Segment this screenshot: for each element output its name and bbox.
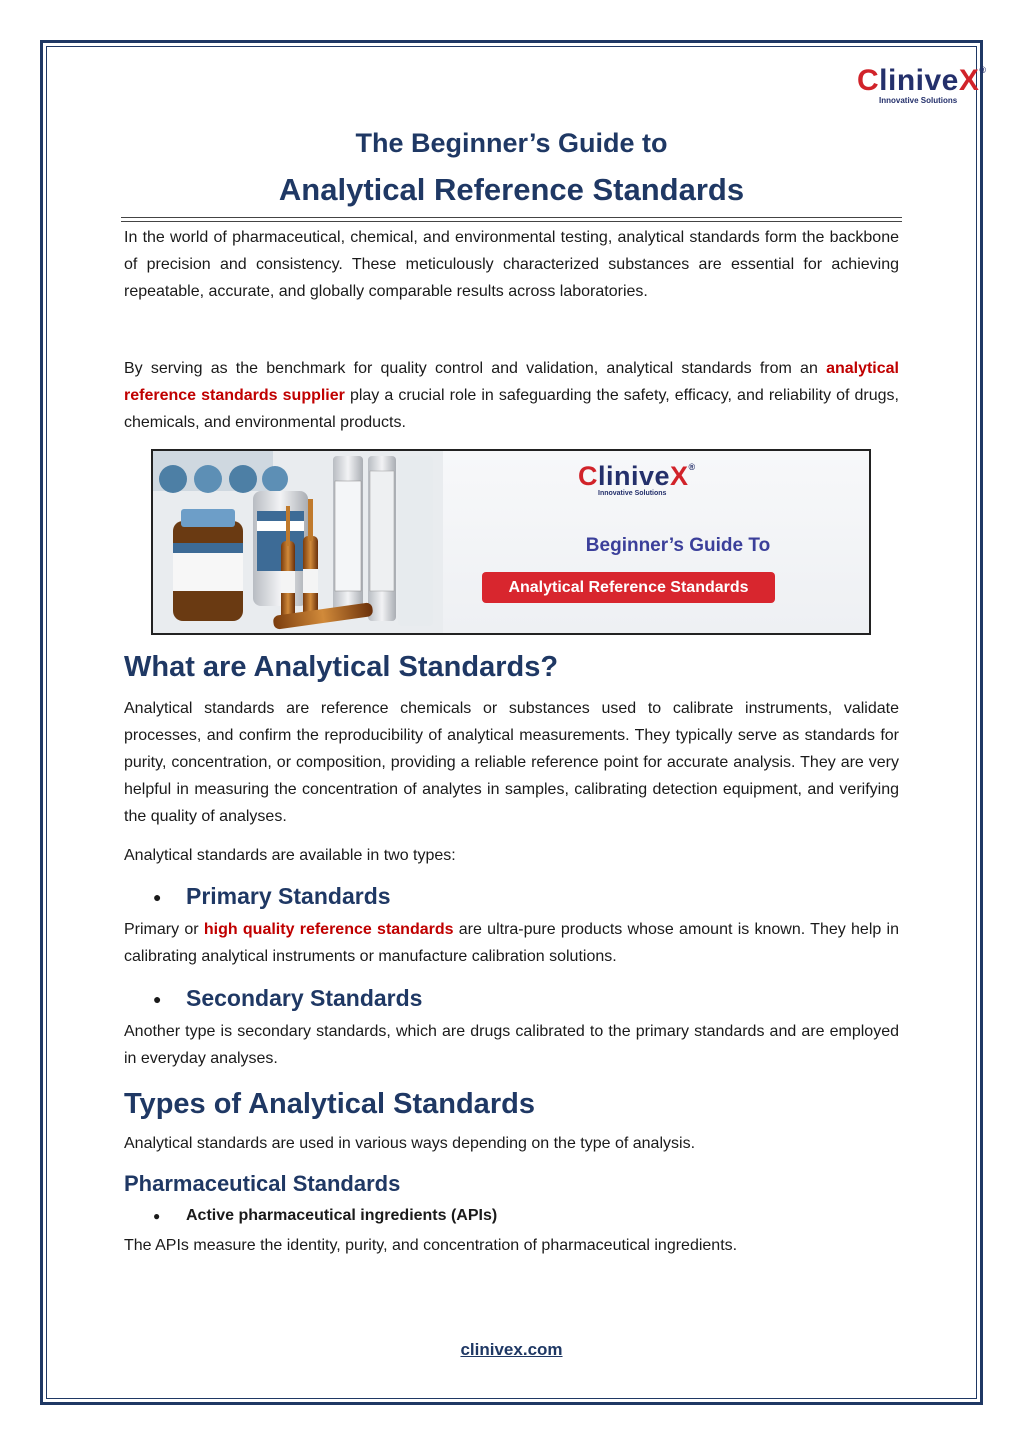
- title-line-2: Analytical Reference Standards: [278, 172, 745, 207]
- banner-clinivex-logo: CliniveX® Innovative Solutions: [578, 461, 696, 497]
- banner-heading: Beginner’s Guide To: [585, 535, 771, 556]
- guide-banner-image: [151, 449, 871, 635]
- secondary-standards-paragraph: Another type is secondary standards, which are drugs calibrated to the primary standards and are employed in everyday analyses.: [124, 1023, 899, 1067]
- primary-standards-heading: ● Primary Standards: [153, 883, 391, 909]
- intro-paragraph-2: By serving as the benchmark for quality control and validation, analytical standards from an analytical reference standards supplier play a crucial role in safeguarding the safety, efficacy, and reliability of drugs, chemicals, and environmental products.: [124, 360, 900, 431]
- secondary-standards-heading: ● Secondary Standards: [153, 985, 423, 1011]
- vials-illustration: [153, 451, 443, 633]
- bullet-icon: ●: [153, 1209, 161, 1223]
- section1-paragraph-1: Analytical standards are reference chemicals or substances used to calibrate instruments, validate processes, and confirm the reproducibility of analytical measurements. They typically serve as standards for purity, concentration, or composition, providing a reliable reference point for accurate analysis. They are very helpful in measuring the concentration of analytes in samples, calibrating detection equipment, and verifying the quality of analyses.: [124, 700, 899, 825]
- bullet-icon: ●: [153, 990, 162, 1007]
- title-line-1: The Beginner’s Guide to: [355, 128, 668, 158]
- section1-paragraph-2: Analytical standards are available in two types:: [124, 847, 456, 864]
- section-heading-types: Types of Analytical Standards: [124, 1088, 535, 1120]
- title-divider: [121, 217, 902, 222]
- section-heading-what-are: What are Analytical Standards?: [124, 651, 559, 683]
- high-quality-link[interactable]: high quality reference standards: [203, 921, 454, 938]
- section2-paragraph-1: Analytical standards are used in various ways depending on the type of analysis.: [124, 1135, 696, 1152]
- primary-standards-paragraph: Primary or high quality reference standards are ultra-pure products whose amount is known. They help in calibrating analytical instruments or manufacture calibration solutions.: [124, 921, 899, 965]
- supplier-link[interactable]: analytical reference standards supplier: [124, 360, 899, 404]
- apis-paragraph: The APIs measure the identity, purity, and concentration of pharmaceutical ingredients.: [124, 1237, 738, 1254]
- apis-bullet: ● Active pharmaceutical ingredients (APIs): [153, 1207, 498, 1224]
- intro-paragraph-1: In the world of pharmaceutical, chemical, and environmental testing, analytical standards form the backbone of precision and consistency. These meticulously characterized substances are essential for achieving repeatable, accurate, and globally comparable results across laboratories.: [124, 229, 899, 300]
- clinivex-logo: CliniveX® Innovative Solutions: [857, 64, 987, 105]
- banner-pill: Analytical Reference Standards: [482, 572, 775, 603]
- bullet-icon: ●: [153, 888, 162, 905]
- pharmaceutical-standards-heading: Pharmaceutical Standards: [124, 1171, 401, 1196]
- footer-website-link[interactable]: clinivex.com: [460, 1340, 563, 1359]
